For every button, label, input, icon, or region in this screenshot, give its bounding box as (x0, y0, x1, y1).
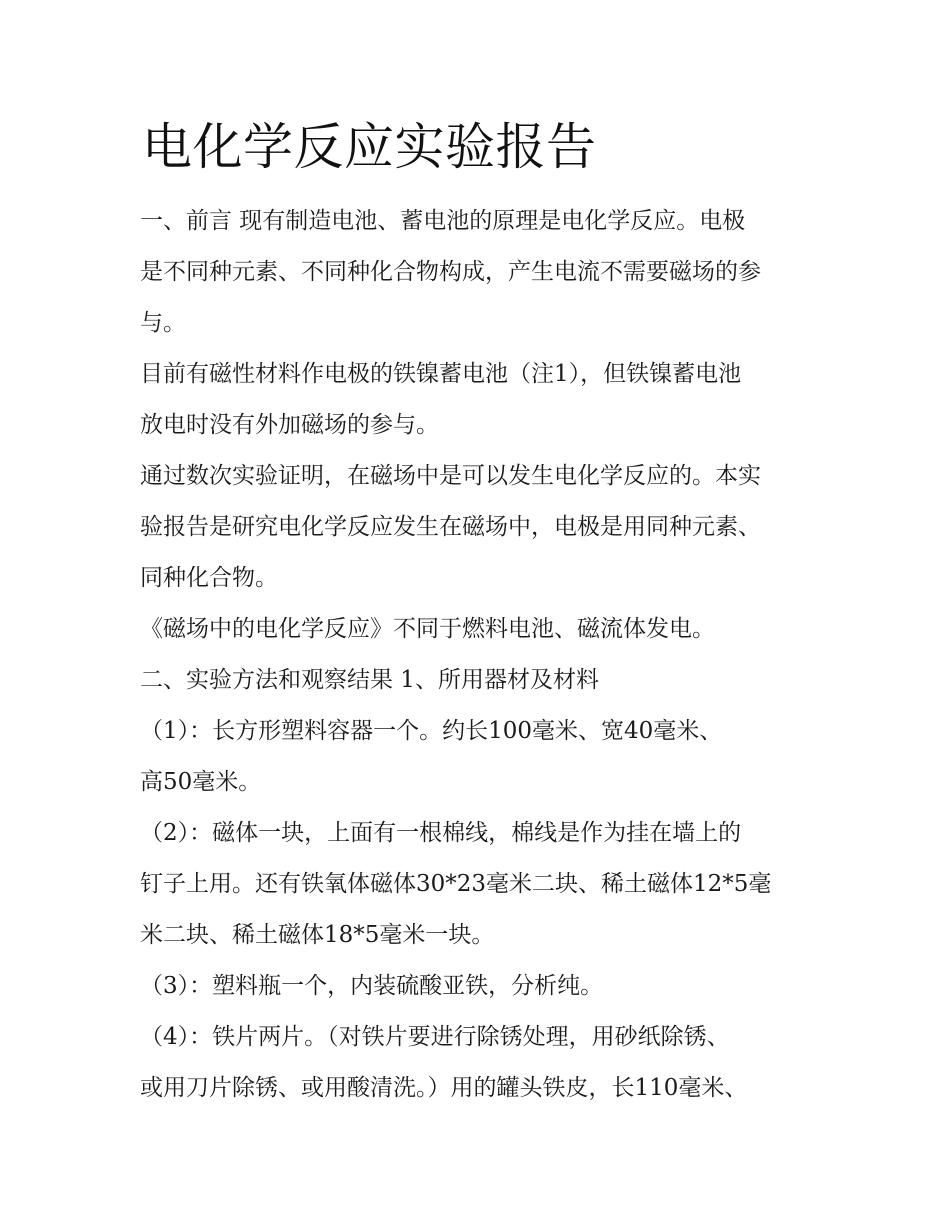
text-line: （1）：长方形塑料容器一个。约长100毫米、宽40毫米、 (140, 718, 723, 744)
text-line: 一、前言 现有制造电池、蓄电池的原理是电化学反应。电极 (140, 208, 746, 234)
text-line: 钉子上用。还有铁氧体磁体30*23毫米二块、稀土磁体12*5毫 (140, 871, 772, 897)
text-line: 同种化合物。 (140, 565, 278, 591)
document-body (140, 196, 830, 1114)
text-line: （2）：磁体一块，上面有一根棉线，棉线是作为挂在墙上的 (140, 820, 742, 846)
text-line: 放电时没有外加磁场的参与。 (140, 412, 439, 438)
document-title: 电化学反应实验报告 (142, 118, 597, 176)
text-line: 高50毫米。 (140, 769, 262, 795)
text-line: （4）：铁片两片。（对铁片要进行除锈处理，用砂纸除锈、 (140, 1024, 730, 1050)
text-line: 是不同种元素、不同种化合物构成，产生电流不需要磁场的参 (140, 259, 761, 285)
text-line: （3）：塑料瓶一个，内装硫酸亚铁，分析纯。 (140, 973, 604, 999)
text-line: 与。 (140, 310, 186, 336)
text-line: 米二块、稀土磁体18*5毫米一块。 (140, 922, 495, 948)
text-line: 验报告是研究电化学反应发生在磁场中，电极是用同种元素、 (140, 514, 761, 540)
text-line: 通过数次实验证明，在磁场中是可以发生电化学反应的。本实 (140, 463, 761, 489)
text-line: 目前有磁性材料作电极的铁镍蓄电池（注1），但铁镍蓄电池 (140, 361, 742, 387)
text-line: 或用刀片除锈、或用酸清洗。）用的罐头铁皮，长110毫米、 (140, 1075, 748, 1101)
text-line: 二、实验方法和观察结果 1、所用器材及材料 (140, 667, 599, 693)
text-line: 《磁场中的电化学反应》不同于燃料电池、磁流体发电。 (140, 616, 715, 642)
